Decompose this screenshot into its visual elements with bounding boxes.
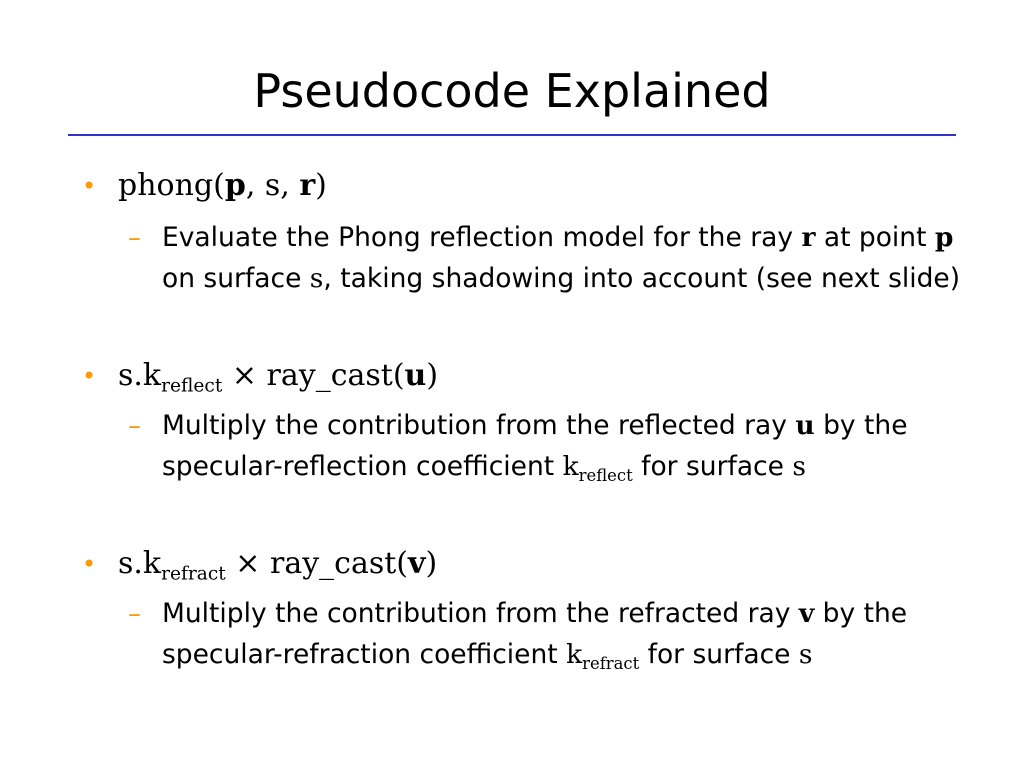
reflect-desc-text: by the specular-reflection coefficient [162,410,908,482]
phong-close: ) [315,168,327,203]
dash-icon: – [128,223,141,253]
reflect-arg-u: u [404,358,427,393]
reflect-desc-text: Multiply the contribution from the reflected ray [162,410,796,441]
reflect-desc-k: k [562,450,579,482]
refract-prefix: s.k [118,546,162,581]
bullet-reflect [118,358,439,397]
reflect-desc-surface-s: s [792,450,806,482]
refract-op: × ray_cast( [225,546,408,581]
phong-desc-text: , taking shadowing into account (see next slide) [323,262,961,294]
refract-description [162,594,962,675]
reflect-prefix: s.k [118,358,162,393]
dash-icon: – [128,411,141,441]
bullet-phong [118,168,327,204]
refract-desc-text: by the specular-refraction coefficient [162,598,908,670]
phong-desc-text: at point [815,222,935,253]
reflect-op: × ray_cast( [222,358,405,393]
bullet-refract [118,546,438,585]
phong-desc-text: on surface [162,262,310,294]
reflect-desc-text: for surface [632,450,793,482]
phong-arg-p: p [224,168,246,203]
phong-desc-surface-s: s [309,262,324,294]
reflect-close: ) [426,358,439,393]
refract-desc-text: for surface [639,638,799,670]
phong-arg-r: r [299,168,316,203]
refract-desc-text: Multiply the contribution from the refracted ray [162,598,799,629]
bullet-icon: • [82,362,97,390]
bullet-icon: • [82,172,97,200]
phong-description [162,218,962,299]
refract-subscript: refract [161,563,226,585]
refract-desc-k-sub: refract [582,653,640,673]
refract-arg-v: v [408,546,426,581]
dash-icon: – [128,599,141,629]
phong-func: phong( [118,168,225,203]
bullet-icon: • [82,550,97,578]
reflect-subscript: reflect [161,375,223,397]
reflect-desc-k-sub: reflect [578,465,633,485]
reflect-description [162,406,962,487]
phong-arg-s: , s, [245,168,300,203]
phong-desc-text: Evaluate the Phong reflection model for the ray [162,222,802,253]
title-rule [68,134,956,136]
slide-title: Pseudocode Explained [253,64,771,118]
phong-desc-point-p: p [934,222,954,253]
refract-desc-k: k [566,638,583,670]
refract-desc-ray-v: v [798,598,815,629]
refract-close: ) [425,546,438,581]
reflect-desc-ray-u: u [795,410,815,441]
phong-desc-ray-r: r [801,222,816,253]
refract-desc-surface-s: s [798,638,813,670]
